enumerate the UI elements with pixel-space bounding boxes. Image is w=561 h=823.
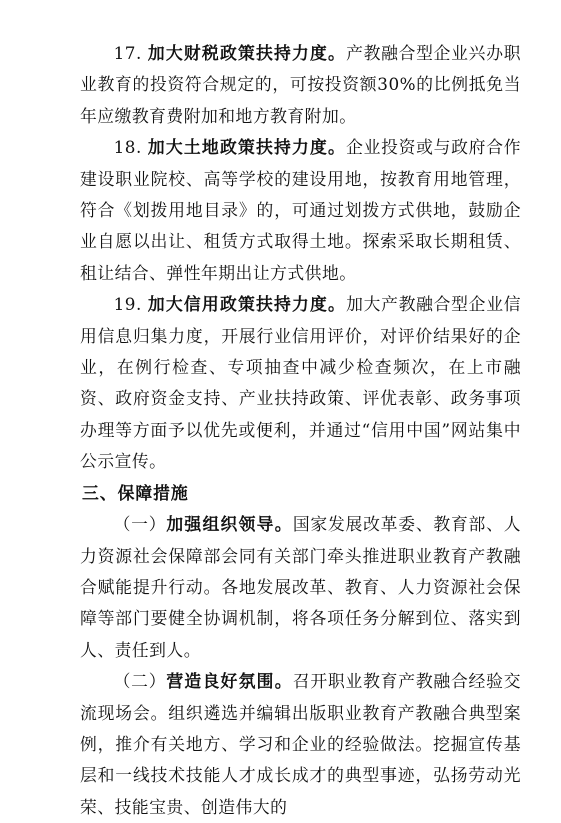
item-number: 18. — [113, 137, 142, 158]
item-body: 企业投资或与政府合作建设职业院校、高等学校的建设用地，按教育用地管理，符合《划拨用地目录》的，可通过划拨方式供地，鼓励企业自愿以出让、租赁方式取得土地。探索采取长期租赁、租让结合、弹性年期出让方式供地。 — [80, 137, 521, 283]
item-number: 17. — [113, 43, 142, 63]
measure-item-1 — [80, 509, 521, 666]
item-number: 19. — [113, 294, 142, 315]
item-body: 产教融合型企业兴办职业教育的投资符合规定的，可按投资额30%的比例抵免当年应缴教育费附加和地方教育附加。 — [80, 43, 521, 126]
policy-item-19 — [80, 289, 521, 477]
item-lead: 加大财税政策扶持力度。 — [147, 43, 347, 63]
policy-item-17 — [80, 38, 521, 132]
item-number: （二） — [113, 671, 167, 692]
item-number: （一） — [113, 514, 167, 535]
measure-item-2 — [80, 666, 521, 823]
item-lead: 加强组织领导。 — [166, 514, 293, 535]
policy-item-18 — [80, 132, 521, 289]
document-page — [80, 38, 521, 823]
item-body: 召开职业教育产教融合经验交流现场会。组织遴选并编辑出版职业教育产教融合典型案例，推介有关地方、学习和企业的经验做法。挖掘宣传基层和一线技术技能人才成长成才的典型事迹，弘扬劳动光荣、技能宝贵、创造伟大的 — [80, 671, 521, 817]
item-lead: 加大信用政策扶持力度。 — [147, 294, 347, 315]
item-body: 国家发展改革委、教育部、人力资源社会保障部会同有关部门牵头推进职业教育产教融合赋能提升行动。各地发展改革、教育、人力资源社会保障等部门要健全协调机制，将各项任务分解到位、落实到人、责任到人。 — [80, 514, 521, 660]
item-lead: 营造良好氛围。 — [166, 671, 293, 692]
item-lead: 加大土地政策扶持力度。 — [147, 137, 347, 158]
item-body: 加大产教融合型企业信用信息归集力度，开展行业信用评价，对评价结果好的企业，在例行检查、专项抽查中减少检查频次，在上市融资、政府资金支持、产业扶持政策、评优表彰、政务事项办理等方面予以优先或便利，并通过“信用中国”网站集中公示宣传。 — [80, 294, 521, 472]
section-heading: 三、保障措施 — [82, 482, 189, 503]
